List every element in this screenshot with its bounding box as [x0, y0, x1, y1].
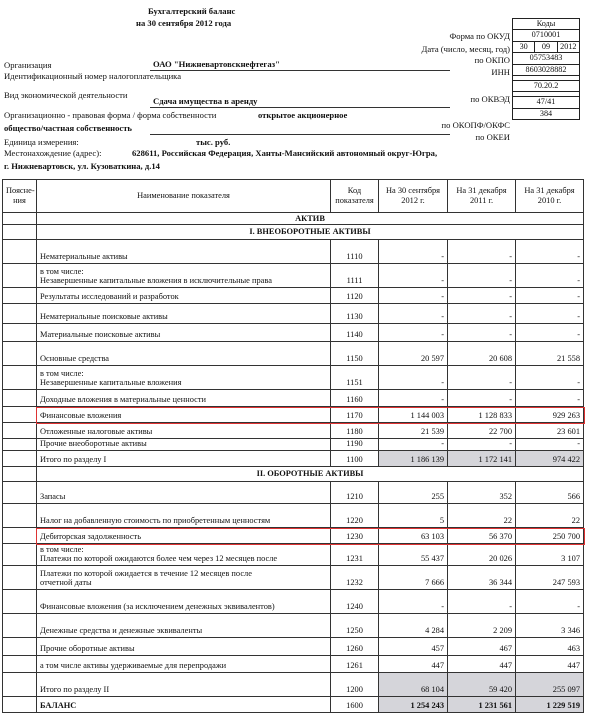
okei-code: 384: [539, 108, 553, 118]
value-v1: 68 104: [379, 673, 448, 697]
note-cell: [3, 342, 37, 366]
indicator-code: 1232: [331, 566, 379, 590]
value-v3: 1 229 519: [516, 697, 584, 713]
okud-code: 0710001: [513, 30, 579, 41]
indicator-name: Платежи по которой ожидается в течение 12 месяцев после отчетной даты: [37, 566, 331, 590]
indicator-name: Доходные вложения в материальные ценности: [37, 390, 331, 407]
value-v2: -: [448, 324, 516, 342]
value-v1: -: [379, 590, 448, 614]
unit-label: Единица измерения:: [4, 137, 79, 147]
table-row: [3, 504, 584, 528]
value-v2: -: [448, 304, 516, 324]
indicator-code: 1231: [331, 544, 379, 566]
value-v2: 2 209: [448, 614, 516, 638]
indicator-code: 1180: [331, 423, 379, 439]
note-cell: [3, 264, 37, 288]
table-row: [3, 288, 584, 304]
legal-form-value: открытое акционерное: [258, 110, 348, 120]
address-line2: г. Нижневартовск, ул. Кузоваткина, д.14: [4, 161, 160, 171]
value-v3: -: [516, 304, 584, 324]
table-row-highlighted: [3, 407, 584, 423]
note-cell: [3, 304, 37, 324]
header-code: Код показателя: [331, 180, 379, 213]
indicator-name: Отложенные налоговые активы: [37, 423, 331, 439]
section-row: [3, 467, 584, 482]
value-v2: -: [448, 288, 516, 304]
org-name: ОАО "Нижневартовскнефтегаз": [153, 59, 280, 69]
date-year: 2012: [560, 41, 577, 51]
value-v2: 352: [448, 482, 516, 504]
value-v3: 23 601: [516, 423, 584, 439]
date-day: 30: [513, 42, 535, 52]
indicator-name: Материальные поисковые активы: [37, 324, 331, 342]
indicator-code: 1130: [331, 304, 379, 324]
note-cell: [3, 544, 37, 566]
note-cell: [3, 638, 37, 656]
table-row: [3, 566, 584, 590]
indicator-name: Итого по разделу II: [37, 673, 331, 697]
note-cell: [3, 590, 37, 614]
indicator-code: 1150: [331, 342, 379, 366]
value-v3: -: [516, 390, 584, 407]
value-v1: 1 144 003: [379, 407, 448, 423]
indicator-name: в том числе: Незавершенные капитальные вложения в исключительные права: [37, 264, 331, 288]
table-row: [3, 638, 584, 656]
value-v3: 447: [516, 656, 584, 673]
note-cell: [3, 439, 37, 451]
value-v3: -: [516, 439, 584, 451]
value-v2: -: [448, 240, 516, 264]
report-date: на 30 сентября 2012 года: [136, 18, 232, 28]
value-v1: 447: [379, 656, 448, 673]
indicator-name: Запасы: [37, 482, 331, 504]
value-v2: 447: [448, 656, 516, 673]
codes-box: [512, 18, 580, 120]
note-cell: [3, 407, 37, 423]
legal-form-label: Организационно - правовая форма / форма собственности: [4, 110, 217, 120]
indicator-code: 1210: [331, 482, 379, 504]
value-v1: -: [379, 439, 448, 451]
value-v1: 20 597: [379, 342, 448, 366]
indicator-name: Финансовые вложения (за исключением денежных эквивалентов): [37, 590, 331, 614]
note-cell: [3, 673, 37, 697]
table-row: [3, 439, 584, 451]
value-v2: 36 344: [448, 566, 516, 590]
value-v1: -: [379, 264, 448, 288]
okopf-label: по ОКОПФ/ОКФС: [441, 120, 510, 130]
indicator-name: Дебиторская задолженность: [37, 528, 331, 544]
indicator-name: Прочие оборотные активы: [37, 638, 331, 656]
value-v2: -: [448, 439, 516, 451]
section-row: [3, 213, 584, 225]
note-cell: [3, 213, 37, 225]
value-v1: 4 284: [379, 614, 448, 638]
value-v3: 974 422: [516, 451, 584, 467]
indicator-code: 1600: [331, 697, 379, 713]
value-v3: 566: [516, 482, 584, 504]
indicator-code: 1190: [331, 439, 379, 451]
value-v3: -: [516, 590, 584, 614]
codes-caption: Коды: [513, 19, 579, 30]
indicator-name: Прочие внеоборотные активы: [37, 439, 331, 451]
table-row-highlighted: [3, 528, 584, 544]
value-v3: 929 263: [516, 407, 584, 423]
value-v2: 56 370: [448, 528, 516, 544]
report-title: Бухгалтерский баланс: [148, 6, 236, 16]
unit-value: тыс. руб.: [196, 137, 231, 147]
org-label: Организация: [4, 60, 52, 70]
value-v2: 1 128 833: [448, 407, 516, 423]
indicator-code: 1100: [331, 451, 379, 467]
value-v1: 63 103: [379, 528, 448, 544]
value-v3: -: [516, 240, 584, 264]
indicator-code: 1111: [331, 264, 379, 288]
value-v1: -: [379, 324, 448, 342]
value-v1: 255: [379, 482, 448, 504]
value-v2: -: [448, 590, 516, 614]
indicator-name: Денежные средства и денежные эквиваленты: [37, 614, 331, 638]
value-v2: 20 608: [448, 342, 516, 366]
indicator-code: 1140: [331, 324, 379, 342]
table-row: [3, 240, 584, 264]
value-v1: 1 186 139: [379, 451, 448, 467]
value-v1: 55 437: [379, 544, 448, 566]
value-v2: 467: [448, 638, 516, 656]
indicator-code: 1260: [331, 638, 379, 656]
indicator-name: Результаты исследований и разработок: [37, 288, 331, 304]
section-title: II. ОБОРОТНЫЕ АКТИВЫ: [37, 467, 584, 482]
header-note: Поясне- ния: [3, 180, 37, 213]
activity-label: Вид экономической деятельности: [4, 90, 128, 100]
table-row: [3, 342, 584, 366]
value-v3: 22: [516, 504, 584, 528]
value-v1: -: [379, 240, 448, 264]
section-title: I. ВНЕОБОРОТНЫЕ АКТИВЫ: [37, 225, 584, 240]
inn-code: 8603028882: [513, 65, 579, 76]
okved-label: по ОКВЭД: [470, 94, 510, 104]
table-row: [3, 697, 584, 713]
note-cell: [3, 614, 37, 638]
activity-underline: [150, 107, 450, 108]
value-v3: 3 346: [516, 614, 584, 638]
indicator-name: Основные средства: [37, 342, 331, 366]
indicator-code: 1170: [331, 407, 379, 423]
table-row: [3, 451, 584, 467]
value-v1: 5: [379, 504, 448, 528]
note-cell: [3, 240, 37, 264]
note-cell: [3, 390, 37, 407]
table-row: [3, 366, 584, 390]
ownership-underline: [150, 134, 450, 135]
value-v1: 21 539: [379, 423, 448, 439]
note-cell: [3, 423, 37, 439]
value-v3: 247 593: [516, 566, 584, 590]
value-v2: 59 420: [448, 673, 516, 697]
indicator-code: 1151: [331, 366, 379, 390]
value-v2: 1 172 141: [448, 451, 516, 467]
value-v1: -: [379, 304, 448, 324]
inn-label: ИНН: [491, 67, 510, 77]
balance-table: [2, 179, 584, 713]
table-row: [3, 673, 584, 697]
value-v1: -: [379, 366, 448, 390]
okei-label: по ОКЕИ: [475, 132, 510, 142]
section-title: АКТИВ: [37, 213, 584, 225]
value-v3: 3 107: [516, 544, 584, 566]
taxid-label: Идентификационный номер налогоплательщика: [4, 71, 182, 81]
table-row: [3, 544, 584, 566]
value-v1: -: [379, 288, 448, 304]
indicator-name: БАЛАНС: [37, 697, 331, 713]
table-row: [3, 324, 584, 342]
table-row: [3, 423, 584, 439]
indicator-name: а том числе активы удерживаемые для перепродажи: [37, 656, 331, 673]
note-cell: [3, 566, 37, 590]
note-cell: [3, 451, 37, 467]
value-v1: 457: [379, 638, 448, 656]
indicator-name: Нематериальные активы: [37, 240, 331, 264]
table-row: [3, 656, 584, 673]
section-row: [3, 225, 584, 240]
indicator-code: 1120: [331, 288, 379, 304]
indicator-name: Налог на добавленную стоимость по приобретенным ценностям: [37, 504, 331, 528]
note-cell: [3, 504, 37, 528]
value-v2: -: [448, 264, 516, 288]
note-cell: [3, 656, 37, 673]
okved-code: 70.20.2: [513, 81, 579, 92]
indicator-name: в том числе: Платежи по которой ожидаются более чем через 12 месяцев после: [37, 544, 331, 566]
value-v1: 1 254 243: [379, 697, 448, 713]
value-v2: 22: [448, 504, 516, 528]
indicator-code: 1160: [331, 390, 379, 407]
indicator-code: 1240: [331, 590, 379, 614]
indicator-code: 1261: [331, 656, 379, 673]
okopf-code: 47/41: [513, 97, 579, 108]
value-v3: 21 558: [516, 342, 584, 366]
table-row: [3, 390, 584, 407]
okpo-label: по ОКПО: [474, 55, 510, 65]
indicator-name: в том числе: Незавершенные капитальные вложения: [37, 366, 331, 390]
indicator-code: 1110: [331, 240, 379, 264]
address-line1: 628611, Российская Федерация, Ханты-Мансийский автономный округ-Югра,: [132, 148, 438, 158]
indicator-code: 1230: [331, 528, 379, 544]
header-col3: На 31 декабря 2010 г.: [516, 180, 584, 213]
note-cell: [3, 324, 37, 342]
value-v1: 7 666: [379, 566, 448, 590]
value-v2: -: [448, 366, 516, 390]
note-cell: [3, 482, 37, 504]
address-label: Местонахождение (адрес):: [4, 148, 102, 158]
table-row: [3, 304, 584, 324]
note-cell: [3, 288, 37, 304]
note-cell: [3, 225, 37, 240]
header-name: Наименование показателя: [37, 180, 331, 213]
value-v1: -: [379, 390, 448, 407]
indicator-name: Финансовые вложения: [37, 407, 331, 423]
value-v2: 1 231 561: [448, 697, 516, 713]
note-cell: [3, 467, 37, 482]
date-month: 09: [535, 42, 557, 52]
value-v3: 255 097: [516, 673, 584, 697]
note-cell: [3, 366, 37, 390]
note-cell: [3, 528, 37, 544]
okud-label: Форма по ОКУД: [449, 31, 510, 41]
ownership-value: общество/частная собственность: [4, 123, 132, 133]
date-code: [513, 42, 579, 53]
indicator-code: 1200: [331, 673, 379, 697]
value-v2: -: [448, 390, 516, 407]
table-row: [3, 482, 584, 504]
value-v2: 20 026: [448, 544, 516, 566]
value-v3: -: [516, 264, 584, 288]
value-v3: 463: [516, 638, 584, 656]
value-v3: -: [516, 366, 584, 390]
value-v2: 22 700: [448, 423, 516, 439]
indicator-name: Нематериальные поисковые активы: [37, 304, 331, 324]
okpo-code: 05753483: [513, 53, 579, 64]
date-label: Дата (число, месяц, год): [421, 44, 510, 54]
value-v3: 250 700: [516, 528, 584, 544]
value-v3: -: [516, 324, 584, 342]
value-v3: -: [516, 288, 584, 304]
table-row: [3, 614, 584, 638]
org-underline: [150, 70, 450, 71]
indicator-code: 1250: [331, 614, 379, 638]
table-header-row: [3, 180, 584, 213]
table-row: [3, 590, 584, 614]
header-col2: На 31 декабря 2011 г.: [448, 180, 516, 213]
indicator-code: 1220: [331, 504, 379, 528]
activity-value: Сдача имущества в аренду: [153, 96, 258, 106]
table-row: [3, 264, 584, 288]
indicator-name: Итого по разделу I: [37, 451, 331, 467]
header-col1: На 30 сентября 2012 г.: [379, 180, 448, 213]
note-cell: [3, 697, 37, 713]
